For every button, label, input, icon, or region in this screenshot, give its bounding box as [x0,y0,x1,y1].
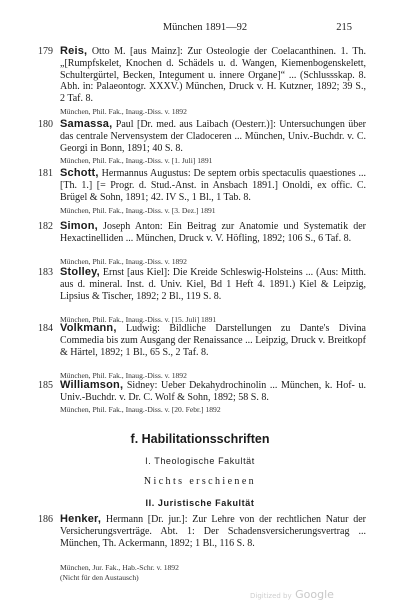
entry-number: 184 [38,323,53,334]
entry-author: Reis, [60,45,88,57]
entry-description: Ernst [aus Kiel]: Die Kreide Schleswig-Holsteins ... (Aus: Mitth. aus d. mineral. Inst. d. Univ. Kiel, Bd 1 Heft 4. 1891.) Kiel & Leipzig, Lipsius & Tischer, 1892; 2 Bl., 119 S. 8. [60,267,367,302]
entry-description: Hermannus Augustus: De septem orbis spectaculis quaestiones ... [Th. 1.] [= Progr. d. Stud.-Anst. in Ansbach 1891.] Onoldi, ex offic. C. Brügel & Sohn, 1891; 42. IV S., 1 Bl., 1 Tab. 8. [60,168,367,203]
entry-number: 186 [38,514,53,525]
entry-description: Ludwig: Bildliche Darstellungen zu Dante's Divina Commedia bis zum Ausgang der Renaissance ... Leipzig, Druck v. Breitkopf & Härtel, 1892; 1 Bl., 65 S., 2 Taf. 8. [60,323,366,358]
entry-text [60,323,366,358]
entry-author: Williamson, [60,379,124,391]
entry-meta: München, Phil. Fak., Inaug.-Diss. v. [15. Juli] 1891 [60,315,217,324]
entry-author: Simon, [60,220,98,232]
watermark-brand: Google [295,588,334,601]
entry-text [60,46,366,105]
entry-description: Otto M. [aus Mainz]: Zur Osteologie der Coelacanthinen. 1. Th. „[Rumpfskelet, Knochen d. Schädels u. d. Wangen, Kiemenbogenskelett, Schultergürtel, Becken, Integument u. innere Organe]“ ... (Schlussskap. 8. Abh. in: Palaeontogr. XXXV.) München, Druck v. H. Kutzner, 1892; 39 S., 2 Taf. 8. [60,46,366,105]
entry-text [60,380,366,404]
entry-description: Joseph Anton: Ein Beitrag zur Anatomie und Systematik der Hexactinelliden ... München, Druck v. V. Höfling, 1892; 106 S., 6 Taf. 8. [60,221,366,244]
entry-text [60,267,366,302]
entry-meta: München, Phil. Fak., Inaug.-Diss. v. 1892 [60,107,187,116]
entry-author: Samassa, [60,118,113,130]
entry-text [60,168,366,203]
entry-meta: München, Phil. Fak., Inaug.-Diss. v. [3. Dez.] 1891 [60,206,216,215]
entry-meta: München, Phil. Fak., Inaug.-Diss. v. 1892 [60,371,187,380]
entry-author: Volkmann, [60,322,117,334]
entry-number: 183 [38,267,53,278]
entry-number: 181 [38,168,53,179]
entry-text [60,514,366,549]
section-title: f. Habilitationsschriften [130,432,270,446]
entry-author: Stolley, [60,266,100,278]
watermark-prefix: Digitized by [250,592,292,600]
entry-description: Hermann [Dr. jur.]: Zur Lehre von der rechtlichen Natur der Versicherungsverträge. Abt. 1: Der Schadensversicherungsvertrag ... München, Th. Ackermann, 1892; 1 Bl., 116 S. 8. [60,514,366,549]
entry-author: Schott, [60,167,99,179]
entry-text [60,119,366,154]
running-title: München 1891—92 [162,22,248,33]
entry-number: 185 [38,380,53,391]
entry-text [60,221,366,245]
entry-meta: München, Jur. Fak., Hab.-Schr. v. 1892 [60,563,179,572]
page-number: 215 [336,22,352,33]
entry-number: 179 [38,46,53,57]
entry-meta-note: (Nicht für den Austausch) [60,573,139,582]
faculty-heading-law: II. Juristische Fakultät [145,498,255,508]
entry-number: 180 [38,119,53,130]
digitized-watermark [250,588,360,601]
entry-author: Henker, [60,513,102,525]
entry-description: Paul [Dr. med. aus Laibach (Oesterr.)]: Untersuchungen über das centrale Nervensystem der Cladoceren ... München, Univ.-Buchdr. v. C. Georgi in Bonn, 1891; 40 S. 8. [60,119,367,154]
entry-meta: München, Phil. Fak., Inaug.-Diss. v. 1892 [60,257,187,266]
nothing-published-note: Nichts erschienen [143,476,257,487]
entry-meta: München, Phil. Fak., Inaug.-Diss. v. [20. Febr.] 1892 [60,405,221,414]
entry-number: 182 [38,221,53,232]
faculty-heading-theology: I. Theologische Fakultät [145,456,255,466]
entry-description: Sidney: Ueber Dekahydrochinolin ... München, k. Hof- u. Univ.-Buchdr. v. Dr. C. Wolf & Sohn, 1892; 58 S. 8. [60,380,367,403]
entry-meta: München, Phil. Fak., Inaug.-Diss. v. [1. Juli] 1891 [60,156,213,165]
